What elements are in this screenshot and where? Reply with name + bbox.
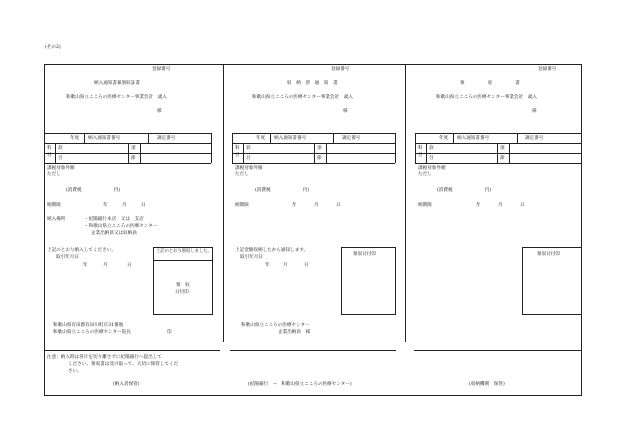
copy3-kamoku: 科目 bbox=[418, 146, 423, 158]
copy2-kan: 款 bbox=[246, 146, 251, 151]
received-stamp-text: 上記のとおり領収しました。 bbox=[156, 249, 212, 254]
copy2-kamoku: 科目 bbox=[235, 146, 240, 158]
copy2-office: 和歌山県立こころの医療センター事業会計 歳入 bbox=[252, 95, 353, 100]
center-middle: 和歌山県立こころの医療センター bbox=[241, 323, 310, 328]
ryoshu-2: 日付印 bbox=[175, 290, 189, 295]
copy3-notice-no: 納入通知書番号 bbox=[457, 136, 490, 141]
copy3-office: 和歌山県立こころの医療センター事業会計 歳入 bbox=[436, 95, 537, 100]
date-day-1: 日 bbox=[127, 263, 132, 268]
copy3-kan: 款 bbox=[429, 146, 434, 151]
copy2-tax: (消費税 円) bbox=[255, 188, 310, 193]
date-label-1: 取引年月日 bbox=[56, 255, 79, 260]
copy1-sama: 様 bbox=[157, 109, 162, 114]
date-day-2: 日 bbox=[304, 263, 309, 268]
note-3: さい。 bbox=[68, 369, 82, 374]
date-year-1: 年 bbox=[83, 263, 88, 268]
copy2-setsu: 節 bbox=[317, 156, 322, 161]
copy1-stamp-box bbox=[153, 247, 213, 315]
copy3-moku: 目 bbox=[429, 156, 434, 161]
copy2-notice-no: 納入通知書番号 bbox=[274, 136, 307, 141]
footer-3: (収納機関 保管) bbox=[469, 382, 505, 387]
copy1-office: 和歌山県立こころの医療センター事業会計 歳入 bbox=[66, 95, 167, 100]
payment-place-3: 企業出納員又は収納員 bbox=[91, 231, 137, 236]
copy2-title: 収 納 済 通 知 書 bbox=[287, 81, 338, 86]
reg-no-1: 登録番号 bbox=[152, 67, 171, 72]
seal: 印 bbox=[167, 330, 172, 335]
copy2-stamp-box bbox=[341, 247, 396, 315]
bottom-line-2 bbox=[230, 350, 396, 351]
column-divider-1 bbox=[223, 64, 224, 342]
copy3-stamp-box bbox=[522, 247, 582, 315]
copy2-tadashi: ただし bbox=[235, 172, 249, 177]
column-divider-2 bbox=[405, 64, 406, 342]
copy3-nendo: 年度 bbox=[439, 136, 449, 141]
copy1-kamoku: 科目 bbox=[47, 146, 52, 158]
bottom-line-1 bbox=[44, 350, 220, 351]
form-frame bbox=[44, 64, 582, 396]
copy3-setsu: 節 bbox=[500, 156, 505, 161]
copy2-moku: 目 bbox=[246, 156, 251, 161]
reg-no-3: 登録番号 bbox=[538, 67, 557, 72]
copy2-stamp-label: 領収日付印 bbox=[353, 252, 376, 257]
copy3-kou: 項 bbox=[500, 146, 505, 151]
payment-place-label: 納入場所 bbox=[47, 217, 66, 222]
copy3-stamp-label: 領収日付印 bbox=[537, 252, 560, 257]
copy1-tadashi: ただし bbox=[47, 172, 61, 177]
treasurer: 企業出納員 様 bbox=[278, 330, 311, 335]
copy1-tax: (消費税 円) bbox=[66, 188, 121, 193]
note-1: 注意：納入時は各片を切り離さずに紀陽銀行へ提出して bbox=[47, 355, 162, 360]
footer-1: (納入者保管) bbox=[113, 382, 140, 387]
copy3-taxable: 課税対象外額 bbox=[418, 166, 446, 171]
copy3-sama: 様 bbox=[532, 109, 537, 114]
note-2: ください。領収書は受け取って、大切に保管してくだ bbox=[68, 362, 179, 367]
copy1-title: 納入通知書兼領収証書 bbox=[94, 81, 140, 86]
notified: 上記金額収納したから通知します。 bbox=[235, 248, 309, 253]
copy1-nendo: 年度 bbox=[70, 136, 80, 141]
copy1-taxable: 課税対象外額 bbox=[47, 166, 75, 171]
copy3-tax: (消費税 円) bbox=[437, 188, 492, 193]
copy2-nendo: 年度 bbox=[256, 136, 266, 141]
reg-no-2: 登録番号 bbox=[331, 67, 350, 72]
date-label-2: 取引年月日 bbox=[240, 255, 263, 260]
bottom-line-3 bbox=[414, 350, 582, 351]
copy3-title: 領 収 書 bbox=[460, 81, 520, 86]
address: 和歌山県有田郡有田川町庄31番地 bbox=[53, 323, 124, 328]
ryoshu-1: 領 収 bbox=[176, 283, 190, 288]
payment-place-2: ・和歌山県立こころの医療センター bbox=[84, 224, 158, 229]
copy2-sama: 様 bbox=[343, 109, 348, 114]
copy1-setsu: 節 bbox=[131, 156, 136, 161]
sheet-label: (その2) bbox=[45, 45, 61, 50]
copy1-moku: 目 bbox=[58, 156, 63, 161]
copy1-notice-no: 納入通知書番号 bbox=[88, 136, 121, 141]
received-above: 上記のとおり納入してください。 bbox=[47, 248, 116, 253]
copy3-tadashi: ただし bbox=[418, 172, 432, 177]
copy2-kou: 項 bbox=[317, 146, 322, 151]
copy1-chotei-no: 調定番号 bbox=[157, 136, 176, 141]
copy2-taxable: 課税対象外額 bbox=[235, 166, 263, 171]
date-month-2: 月 bbox=[283, 263, 288, 268]
copy1-kan: 款 bbox=[58, 146, 63, 151]
payment-place-1: ・紀陽銀行本店 又は 支店 bbox=[84, 217, 144, 222]
copy1-kou: 項 bbox=[131, 146, 136, 151]
date-year-2: 年 bbox=[265, 263, 270, 268]
copy2-chotei-no: 調定番号 bbox=[342, 136, 361, 141]
footer-2: (紀陽銀行 → 和歌山県立こころの医療センター) bbox=[248, 382, 352, 387]
copy3-chotei-no: 調定番号 bbox=[525, 136, 544, 141]
director: 和歌山県立こころの医療センター院長 bbox=[53, 330, 131, 335]
date-month-1: 月 bbox=[103, 263, 108, 268]
